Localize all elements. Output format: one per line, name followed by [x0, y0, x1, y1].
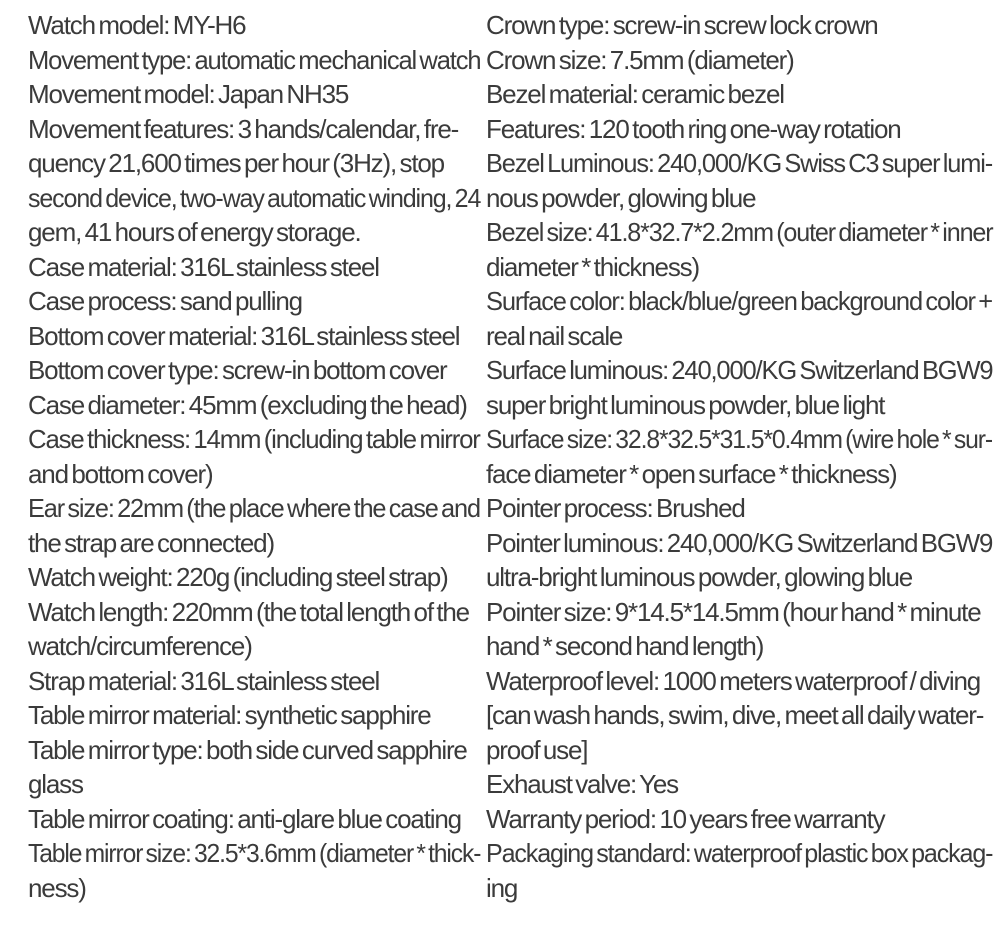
spec-line: Case thickness: 14mm (including table mirror [28, 424, 480, 454]
spec-line: Exhaust valve: Yes [486, 769, 678, 799]
spec-line: hand * second hand length) [486, 631, 764, 661]
spec-line: [can wash hands, swim, dive, meet all daily water- [486, 700, 984, 730]
spec-line: Surface color: black/blue/green background color + [486, 286, 993, 316]
spec-column-right [486, 8, 992, 931]
spec-line: second device, two-way automatic winding, 24 [28, 182, 481, 213]
spec-line: Case process: sand pulling [28, 286, 302, 316]
spec-line: proof use] [486, 734, 588, 765]
spec-line: quency 21,600 times per hour (3Hz), stop [28, 148, 444, 178]
spec-line: Pointer size: 9*14.5*14.5mm (hour hand * minute [486, 596, 981, 627]
spec-line: Ear size: 22mm (the place where the case and [28, 493, 480, 523]
spec-line: Strap material: 316L stainless steel [28, 665, 380, 696]
spec-line: Case material: 316L stainless steel [28, 251, 379, 282]
spec-line: Packaging standard: waterproof plastic box packag- [486, 838, 993, 868]
spec-line: gem, 41 hours of energy storage. [28, 217, 361, 247]
spec-line: Bezel Luminous: 240,000/KG Swiss C3 super lumi- [486, 148, 993, 178]
spec-column-left [28, 8, 480, 931]
spec-line: Bottom cover type: screw-in bottom cover [28, 355, 447, 385]
spec-line: Table mirror size: 32.5*3.6mm (diameter * thick- [28, 838, 481, 868]
spec-line: the strap are connected) [28, 527, 274, 558]
spec-line: Watch model: MY-H6 [28, 10, 246, 40]
spec-line: and bottom cover) [28, 458, 213, 489]
spec-line: Pointer process: Brushed [486, 493, 745, 523]
spec-line: Movement features: 3 hands/calendar, fre- [28, 113, 459, 144]
spec-line: Watch length: 220mm (the total length of the [28, 596, 469, 627]
spec-line: ultra-bright luminous powder, glowing blue [486, 562, 913, 592]
spec-line: diameter * thickness) [486, 251, 699, 282]
spec-line: Bezel material: ceramic bezel [486, 79, 784, 109]
spec-line: ness) [28, 872, 86, 903]
spec-line: Crown type: screw-in screw lock crown [486, 10, 878, 40]
spec-line: nous powder, glowing blue [486, 182, 756, 213]
spec-line: real nail scale [486, 320, 623, 351]
spec-line: Movement model: Japan NH35 [28, 79, 349, 109]
spec-line: super bright luminous powder, blue light [486, 389, 885, 420]
spec-line: Table mirror material: synthetic sapphire [28, 700, 431, 730]
spec-line: Waterproof level: 1000 meters waterproof / diving [486, 665, 981, 696]
spec-line: Surface luminous: 240,000/KG Switzerland BGW9 [486, 355, 993, 385]
spec-line: Bezel size: 41.8*32.7*2.2mm (outer diameter * inner [486, 217, 993, 247]
spec-line: Table mirror type: both side curved sapphire [28, 734, 467, 765]
spec-line: Pointer luminous: 240,000/KG Switzerland BGW9 [486, 527, 993, 558]
spec-line: ing [486, 872, 518, 903]
spec-line: Case diameter: 45mm (excluding the head) [28, 389, 467, 420]
spec-line: face diameter * open surface * thickness) [486, 458, 897, 489]
spec-line: Movement type: automatic mechanical watch [28, 44, 481, 75]
spec-line: Table mirror coating: anti-glare blue coating [28, 803, 461, 834]
spec-line: Watch weight: 220g (including steel strap) [28, 562, 448, 592]
spec-line: Warranty period: 10 years free warranty [486, 803, 885, 834]
spec-line: watch/circumference) [28, 631, 252, 661]
spec-line: Surface size: 32.8*32.5*31.5*0.4mm (wire hole * sur- [486, 424, 992, 454]
spec-line: Crown size: 7.5mm (diameter) [486, 44, 794, 75]
spec-line: Bottom cover material: 316L stainless steel [28, 320, 460, 351]
spec-line: glass [28, 769, 83, 799]
spec-line: Features: 120 tooth ring one-way rotation [486, 113, 901, 144]
